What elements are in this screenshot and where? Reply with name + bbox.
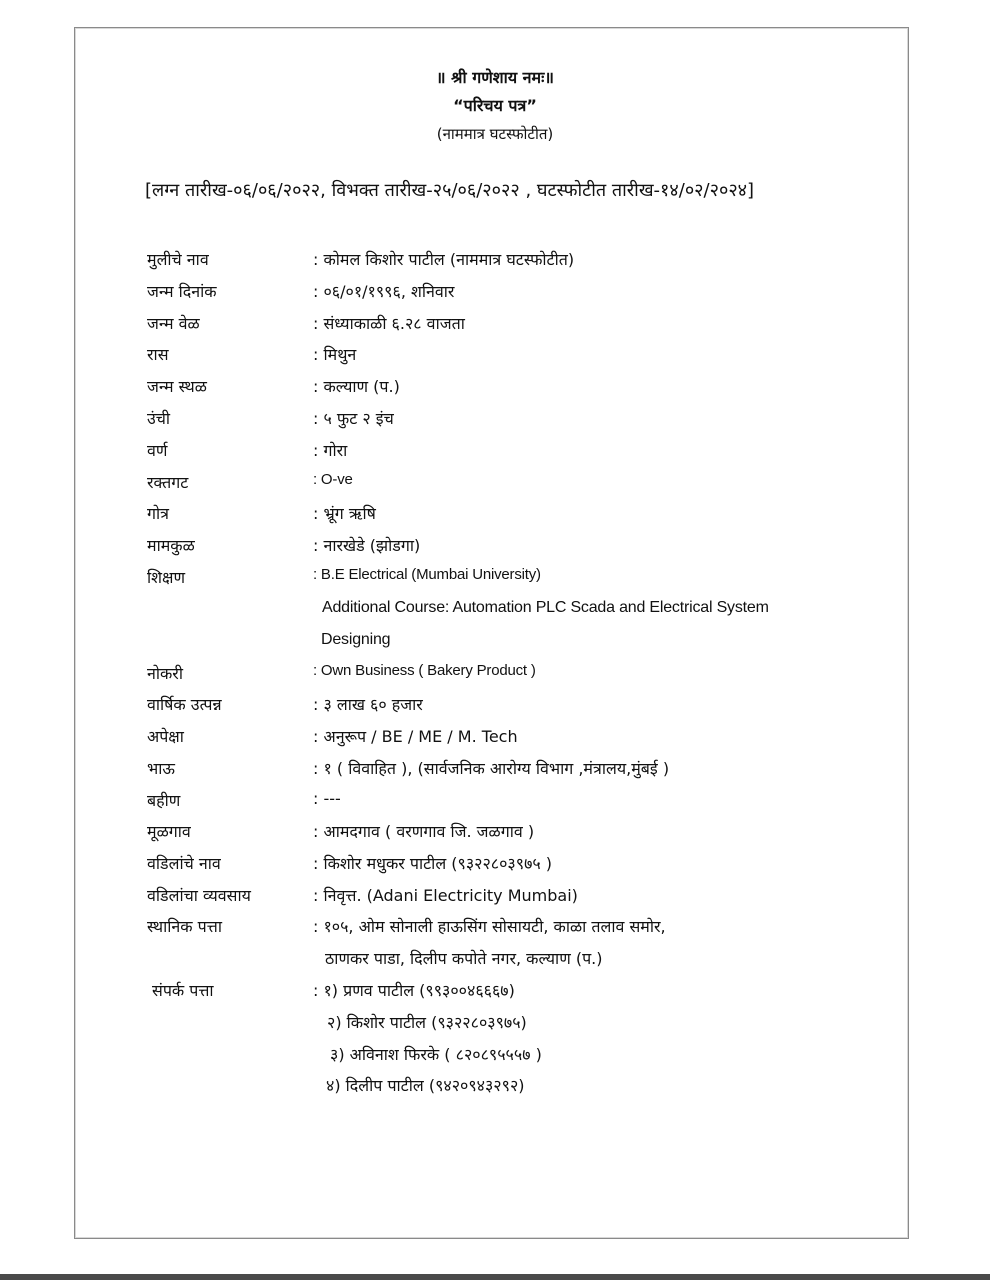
field-value: : Own Business ( Bakery Product )	[313, 662, 536, 679]
field-label: भाऊ	[147, 759, 175, 778]
field-value: : ---	[313, 789, 341, 808]
field-father-occupation	[147, 884, 847, 914]
field-label: गोत्र	[147, 504, 169, 523]
field-value: : आमदगाव ( वरणगाव जि. जळगाव )	[313, 822, 535, 841]
field-value: : १०५, ओम सोनाली हाऊसिंग सोसायटी, काळा तलाव समोर,	[313, 917, 666, 936]
field-label: वार्षिक उत्पन्न	[147, 695, 222, 714]
field-label: वडिलांचे नाव	[147, 854, 221, 873]
field-label: जन्म दिनांक	[147, 282, 217, 301]
field-value: : गोरा	[313, 441, 348, 460]
field-rashi	[147, 343, 847, 373]
field-value: : ५ फुट २ इंच	[313, 409, 394, 428]
contact-line: २) किशोर पाटील (९३२२८०३९७५)	[327, 1013, 527, 1032]
field-value: : नारखेडे (झोडगा)	[313, 536, 421, 555]
field-value: : ०६/०१/१९९६, शनिवार	[313, 282, 455, 301]
field-label: शिक्षण	[147, 568, 186, 587]
field-value: : कोमल किशोर पाटील (नाममात्र घटस्फोटीत)	[313, 250, 575, 269]
field-value: : मिथुन	[313, 345, 357, 364]
document-subtitle: (नाममात्र घटस्फोटीत)	[436, 125, 554, 143]
field-mamkul	[147, 534, 847, 564]
field-label: संपर्क पत्ता	[152, 981, 214, 1000]
dates-line: [लग्न तारीख-०६/०६/२०२२, विभक्त तारीख-२५/०६/२०२२ , घटस्फोटीत तारीख-१४/०२/२०२४]	[145, 180, 755, 201]
field-label: मूळगाव	[147, 822, 191, 841]
field-label: वडिलांचा व्यवसाय	[147, 886, 251, 905]
field-label: मामकुळ	[147, 536, 195, 555]
field-label: अपेक्षा	[147, 727, 184, 746]
education-extra-line: Additional Course: Automation PLC Scada and Electrical System	[322, 599, 769, 616]
field-education	[147, 566, 847, 596]
field-contact	[152, 979, 852, 1009]
field-expectations	[147, 725, 847, 755]
field-native-place	[147, 820, 847, 850]
field-value: : ३ लाख ६० हजार	[313, 695, 423, 714]
field-value: : संध्याकाळी ६.२८ वाजता	[313, 314, 465, 333]
field-label: उंची	[147, 409, 171, 428]
field-value: : B.E Electrical (Mumbai University)	[313, 566, 541, 583]
field-value: : निवृत्त. (Adani Electricity Mumbai)	[313, 886, 578, 905]
address-line-2: ठाणकर पाडा, दिलीप कपोते नगर, कल्याण (प.)	[325, 949, 603, 968]
field-label: स्थानिक पत्ता	[147, 917, 222, 936]
contact-line: ४) दिलीप पाटील (९४२०९४३२९२)	[326, 1076, 525, 1095]
field-annual-income	[147, 693, 847, 723]
field-label: रास	[147, 345, 169, 364]
field-gotra	[147, 502, 847, 532]
field-label: मुलीचे नाव	[147, 250, 209, 269]
field-value: : O-ve	[313, 471, 353, 488]
field-complexion	[147, 439, 847, 469]
field-dob	[147, 280, 847, 310]
field-value: : १ ( विवाहित ), (सार्वजनिक आरोग्य विभाग ,मंत्रालय,मुंबई )	[313, 759, 670, 778]
invocation: ॥ श्री गणेशाय नमः॥	[436, 68, 554, 87]
field-name	[147, 248, 847, 278]
field-value: : किशोर मधुकर पाटील (९३२२८०३९७५ )	[313, 854, 553, 873]
education-extra-line: Designing	[321, 631, 391, 648]
field-value: : भ्रूंग ऋषि	[313, 504, 376, 523]
field-label: जन्म वेळ	[147, 314, 200, 333]
field-value: : अनुरूप / BE / ME / M. Tech	[313, 727, 518, 746]
field-label: रक्तगट	[147, 473, 189, 492]
field-father-name	[147, 852, 847, 882]
contact-line: ३) अविनाश फिरके ( ८२०८९५५५७ )	[330, 1045, 542, 1064]
field-birth-time	[147, 312, 847, 342]
field-label: वर्ण	[147, 441, 168, 460]
field-label: नोकरी	[147, 664, 184, 683]
document-title: “परिचय पत्र”	[453, 96, 537, 115]
field-label: बहीण	[147, 791, 181, 810]
field-occupation	[147, 662, 847, 692]
field-birth-place	[147, 375, 847, 405]
bottom-edge	[0, 1274, 990, 1280]
field-sister	[147, 789, 847, 819]
field-value: : कल्याण (प.)	[313, 377, 400, 396]
field-label: जन्म स्थळ	[147, 377, 207, 396]
field-brother	[147, 757, 847, 787]
field-blood-group	[147, 471, 847, 501]
field-height	[147, 407, 847, 437]
field-value: : १) प्रणव पाटील (९९३००४६६६७)	[313, 981, 515, 1000]
field-local-address	[147, 915, 847, 945]
